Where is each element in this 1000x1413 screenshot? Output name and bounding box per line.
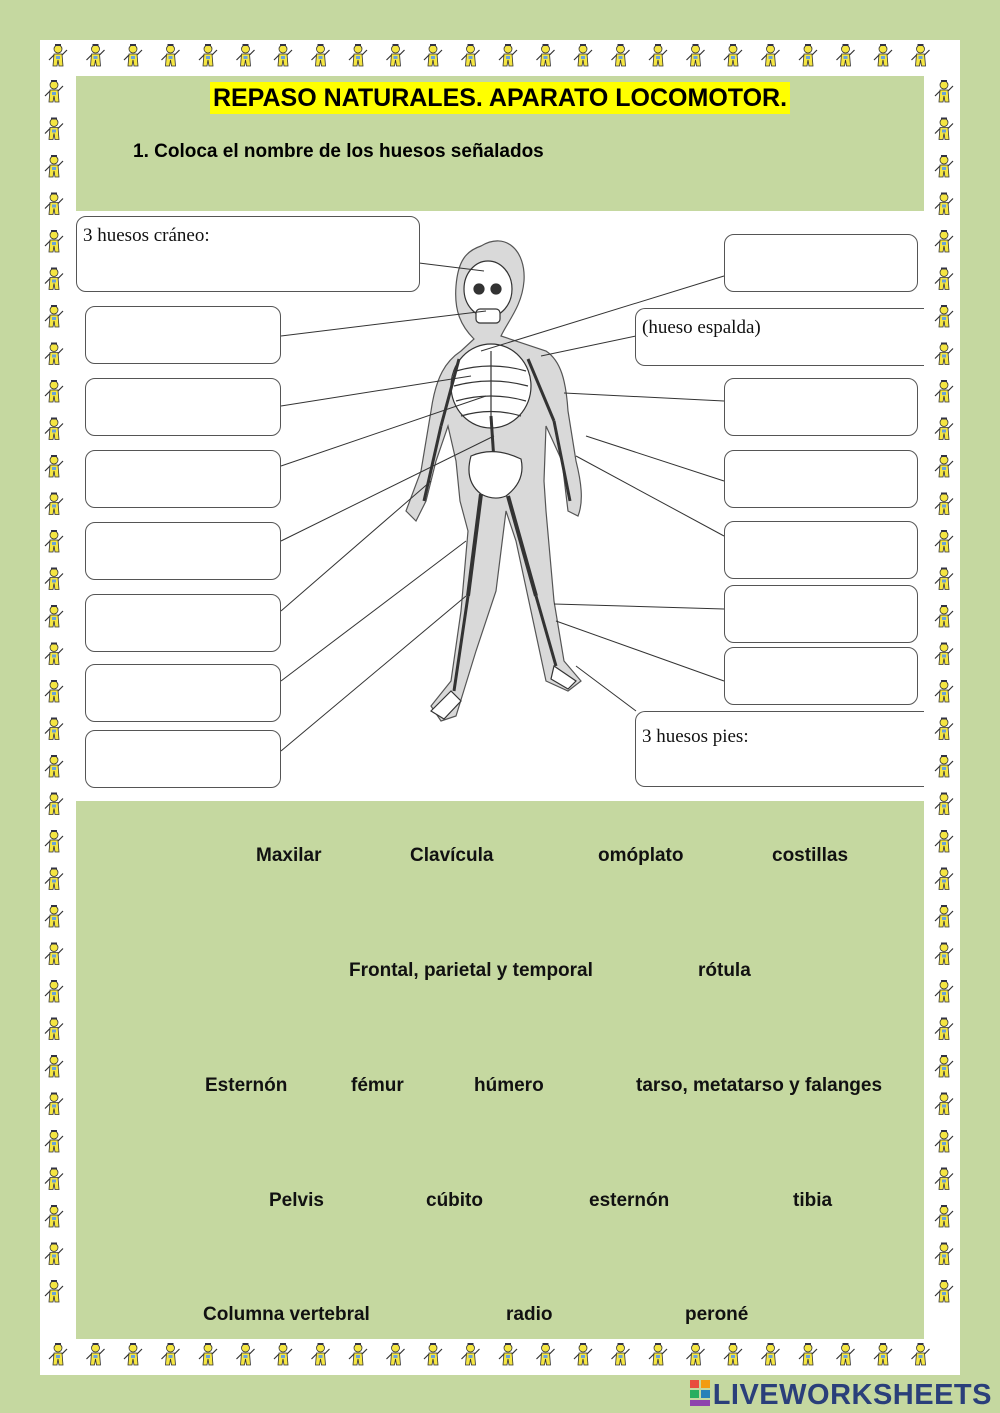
border-figure-icon <box>45 455 63 477</box>
answer-box-right-4[interactable] <box>724 521 918 579</box>
border-figure-icon <box>935 680 953 702</box>
border-figure-icon <box>45 418 63 440</box>
border-figure-icon <box>349 1343 367 1365</box>
border-figure-icon <box>45 230 63 252</box>
border-figure-icon <box>935 493 953 515</box>
skull-label: 3 huesos cráneo: <box>83 225 210 246</box>
answer-box-left-5[interactable] <box>85 594 281 652</box>
border-figure-icon <box>799 1343 817 1365</box>
jaw <box>476 309 500 323</box>
border-figure-icon <box>537 1343 555 1365</box>
word-omoplato[interactable]: omóplato <box>598 845 684 866</box>
border-figure-icon <box>45 1093 63 1115</box>
border-figure-icon <box>612 44 630 66</box>
border-figure-icon <box>124 1343 142 1365</box>
border-figure-icon <box>274 44 292 66</box>
border-figure-icon <box>462 44 480 66</box>
word-femur[interactable]: fémur <box>351 1075 404 1096</box>
word-tarso-metatarso-falanges[interactable]: tarso, metatarso y falanges <box>636 1075 883 1096</box>
border-figure-icon <box>935 380 953 402</box>
border-figure-icon <box>935 268 953 290</box>
border-figure-icon <box>45 1018 63 1040</box>
word-esternon-2[interactable]: esternón <box>589 1190 670 1211</box>
word-esternon[interactable]: Esternón <box>205 1075 288 1096</box>
border-figure-icon <box>45 980 63 1002</box>
border-figure-icon <box>45 605 63 627</box>
border-figure-icon <box>45 643 63 665</box>
page-title <box>0 84 1000 113</box>
border-figure-icon <box>274 1343 292 1365</box>
border-figure-icon <box>935 155 953 177</box>
border-figure-icon <box>935 1205 953 1227</box>
border-figure-icon <box>45 680 63 702</box>
border-figure-icon <box>537 44 555 66</box>
border-figure-icon <box>935 605 953 627</box>
border-figure-icon <box>935 230 953 252</box>
border-figure-icon <box>837 44 855 66</box>
border-figure-icon <box>687 1343 705 1365</box>
border-figure-icon <box>574 1343 592 1365</box>
border-figure-icon <box>935 718 953 740</box>
border-figure-icon <box>724 44 742 66</box>
border-figure-icon <box>935 1168 953 1190</box>
answer-box-left-2[interactable] <box>85 378 281 436</box>
border-figure-icon <box>45 755 63 777</box>
border-figure-icon <box>649 1343 667 1365</box>
border-figure-icon <box>45 268 63 290</box>
word-columna-vertebral[interactable]: Columna vertebral <box>203 1304 370 1325</box>
word-perone[interactable]: peroné <box>685 1304 749 1325</box>
border-figure-icon <box>424 1343 442 1365</box>
border-figure-icon <box>935 943 953 965</box>
border-figure-icon <box>162 1343 180 1365</box>
border-figure-icon <box>912 1343 930 1365</box>
border-figure-icon <box>312 44 330 66</box>
word-clavicula[interactable]: Clavícula <box>410 845 494 866</box>
word-costillas[interactable]: costillas <box>772 845 849 866</box>
border-figure-icon <box>45 193 63 215</box>
border-figure-icon <box>45 1168 63 1190</box>
border-figure-icon <box>49 44 67 66</box>
border-figure-icon <box>724 1343 742 1365</box>
border-figure-icon <box>935 1055 953 1077</box>
border-figure-icon <box>45 1055 63 1077</box>
border-figure-icon <box>837 1343 855 1365</box>
answer-box-left-1[interactable] <box>85 306 281 364</box>
border-figure-icon <box>935 193 953 215</box>
word-maxilar[interactable]: Maxilar <box>256 845 322 866</box>
border-figure-icon <box>935 868 953 890</box>
answer-box-left-6[interactable] <box>85 664 281 722</box>
border-figure-icon <box>935 455 953 477</box>
border-figure-icon <box>874 44 892 66</box>
word-cubito[interactable]: cúbito <box>426 1190 483 1211</box>
border-figure-icon <box>935 343 953 365</box>
skeleton-diagram <box>76 211 924 801</box>
answer-box-skull[interactable] <box>76 216 420 292</box>
border-figure-icon <box>874 1343 892 1365</box>
border-figure-icon <box>462 1343 480 1365</box>
border-figure-icon <box>237 1343 255 1365</box>
word-rotula[interactable]: rótula <box>698 960 751 981</box>
feet-label: 3 huesos pies: <box>642 726 749 747</box>
border-figure-icon <box>45 1130 63 1152</box>
border-figure-icon <box>45 1243 63 1265</box>
border-figure-icon <box>574 44 592 66</box>
border-figure-icon <box>45 1280 63 1302</box>
border-figure-icon <box>45 830 63 852</box>
word-radio[interactable]: radio <box>506 1304 553 1325</box>
word-pelvis[interactable]: Pelvis <box>269 1190 324 1211</box>
answer-box-back[interactable] <box>635 308 924 366</box>
border-figure-icon <box>45 155 63 177</box>
instruction: 1. Coloca el nombre de los huesos señalados <box>133 141 544 162</box>
border-figure-icon <box>349 44 367 66</box>
border-figure-icon <box>499 1343 517 1365</box>
border-figure-icon <box>935 1280 953 1302</box>
border-figure-icon <box>935 643 953 665</box>
border-figure-icon <box>45 530 63 552</box>
border-figure-icon <box>387 44 405 66</box>
answer-box-right-1[interactable] <box>724 234 918 292</box>
border-figure-icon <box>162 44 180 66</box>
border-figure-icon <box>87 44 105 66</box>
border-figure-icon <box>935 118 953 140</box>
border-figure-icon <box>935 755 953 777</box>
border-figure-icon <box>45 493 63 515</box>
border-figure-icon <box>935 793 953 815</box>
border-figure-icon <box>799 44 817 66</box>
border-figure-icon <box>45 943 63 965</box>
border-figure-icon <box>762 44 780 66</box>
border-figure-icon <box>45 305 63 327</box>
answer-box-feet[interactable] <box>635 711 924 787</box>
border-figure-icon <box>45 380 63 402</box>
border-figure-icon <box>237 44 255 66</box>
answer-box-left-3[interactable] <box>85 450 281 508</box>
border-figure-icon <box>935 1093 953 1115</box>
border-figure-icon <box>45 1205 63 1227</box>
border-figure-icon <box>124 44 142 66</box>
border-figure-icon <box>387 1343 405 1365</box>
border-figure-icon <box>499 44 517 66</box>
border-figure-icon <box>935 830 953 852</box>
border-figure-icon <box>424 44 442 66</box>
border-figure-icon <box>935 980 953 1002</box>
border-figure-icon <box>612 1343 630 1365</box>
border-figure-icon <box>199 1343 217 1365</box>
border-figure-icon <box>935 418 953 440</box>
border-figure-icon <box>935 1018 953 1040</box>
word-frontal-parietal-temporal[interactable]: Frontal, parietal y temporal <box>349 960 593 981</box>
border-figure-icon <box>312 1343 330 1365</box>
border-figure-icon <box>935 530 953 552</box>
border-figure-icon <box>45 905 63 927</box>
border-figure-icon <box>45 118 63 140</box>
border-figure-icon <box>649 44 667 66</box>
answer-box-left-7[interactable] <box>85 730 281 788</box>
border-figure-icon <box>935 305 953 327</box>
border-figure-icon <box>912 44 930 66</box>
border-figure-icon <box>45 868 63 890</box>
border-figure-icon <box>87 1343 105 1365</box>
answer-box-right-5[interactable] <box>724 585 918 643</box>
back-label: (hueso espalda) <box>642 317 761 338</box>
title-text: REPASO NATURALES. APARATO LOCOMOTOR. <box>210 82 790 114</box>
border-figure-icon <box>45 718 63 740</box>
border-figure-icon <box>935 1243 953 1265</box>
answer-box-right-6[interactable] <box>724 647 918 705</box>
border-figure-icon <box>45 343 63 365</box>
liveworksheets-icon <box>689 1378 711 1408</box>
word-tibia[interactable]: tibia <box>793 1190 833 1211</box>
border-figure-icon <box>935 1130 953 1152</box>
answer-box-right-3[interactable] <box>724 450 918 508</box>
answer-box-right-2[interactable] <box>724 378 918 436</box>
liveworksheets-logo <box>689 1378 992 1412</box>
footer-text: LIVEWORKSHEETS <box>712 1379 992 1411</box>
border-figure-icon <box>49 1343 67 1365</box>
border-figure-icon <box>199 44 217 66</box>
border-figure-icon <box>935 905 953 927</box>
answer-box-left-4[interactable] <box>85 522 281 580</box>
border-figure-icon <box>45 568 63 590</box>
border-figure-icon <box>935 568 953 590</box>
border-figure-icon <box>687 44 705 66</box>
border-figure-icon <box>45 793 63 815</box>
word-humero[interactable]: húmero <box>474 1075 544 1096</box>
border-figure-icon <box>762 1343 780 1365</box>
